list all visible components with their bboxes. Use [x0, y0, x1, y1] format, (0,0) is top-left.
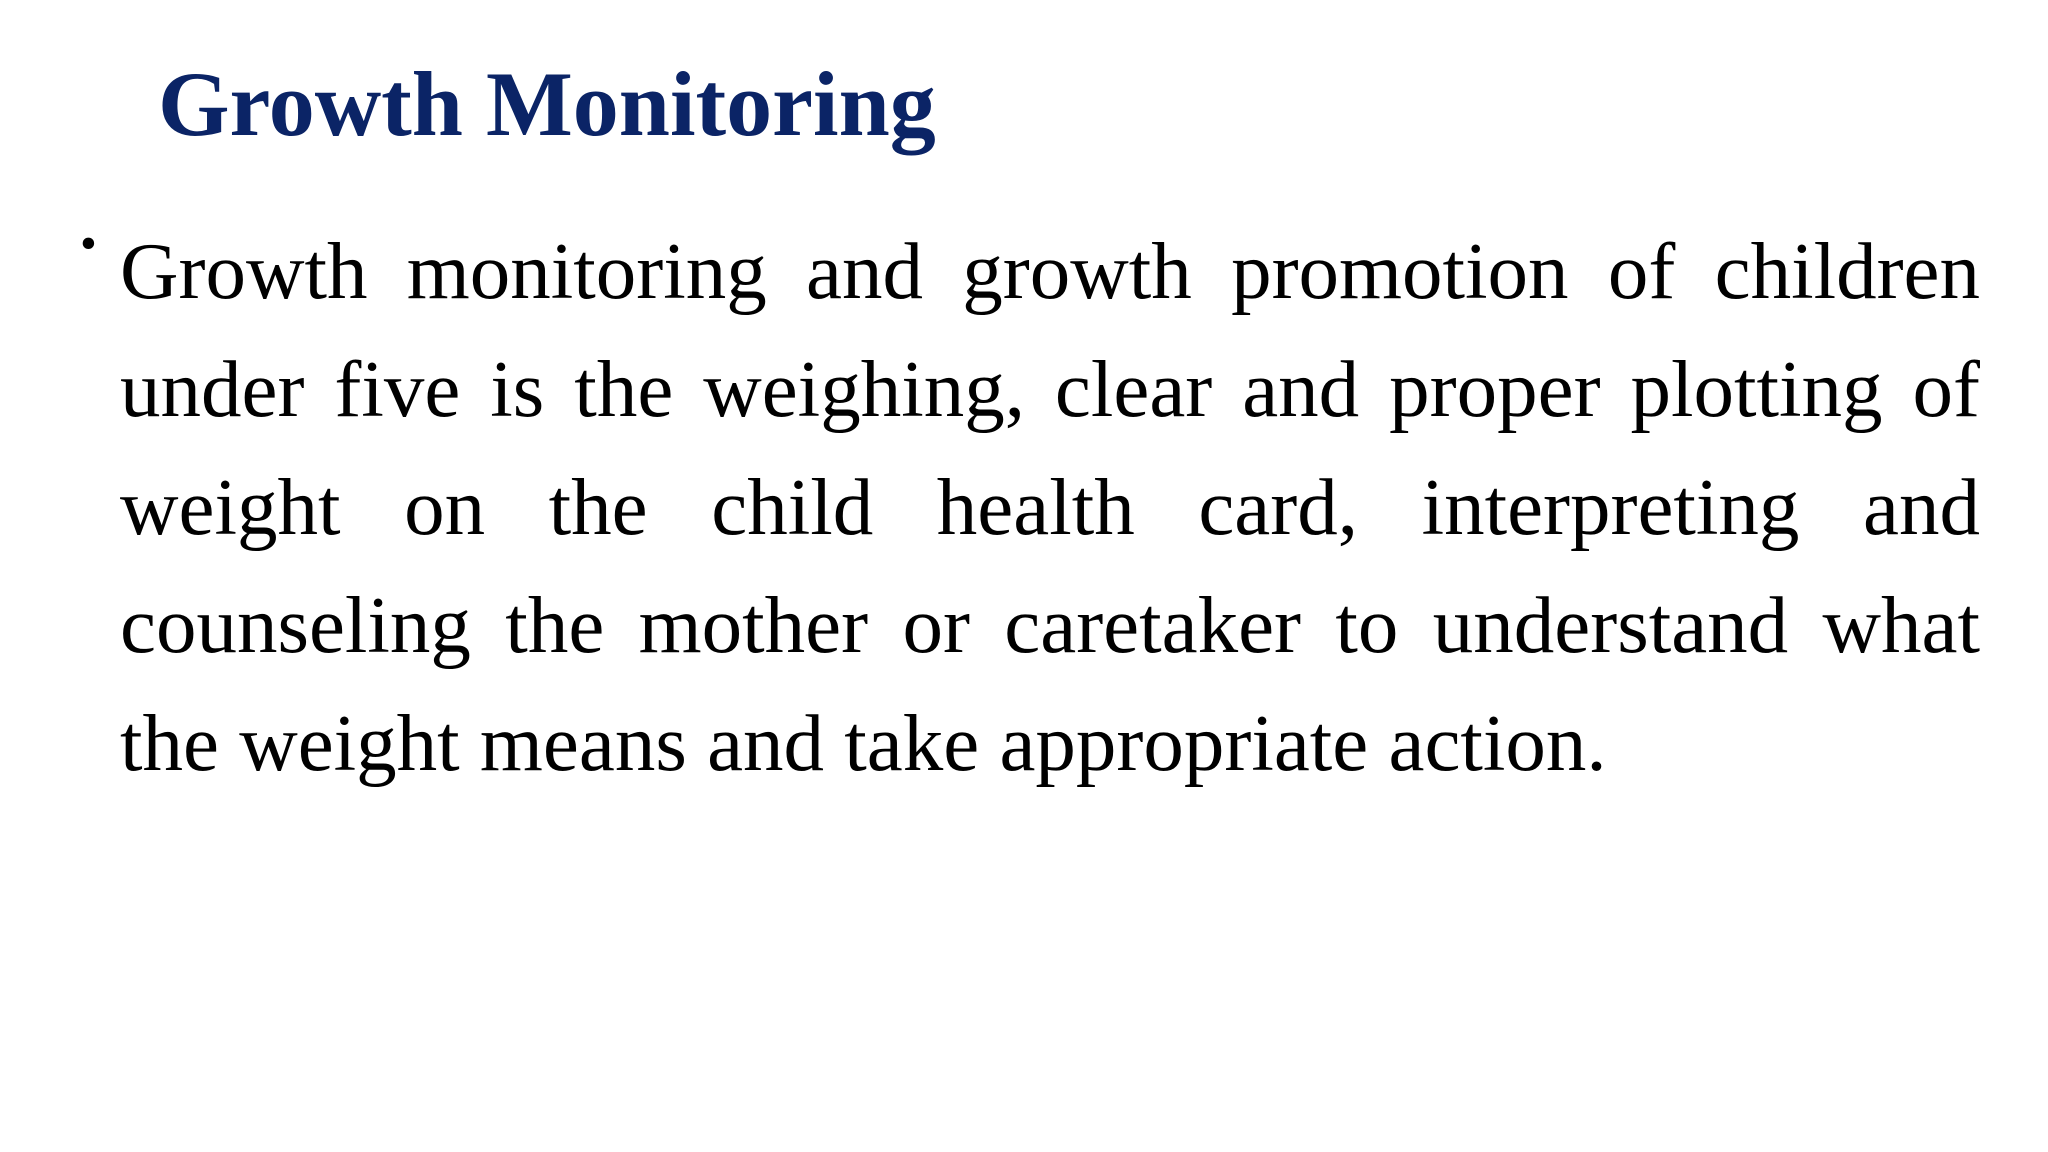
slide-title: Growth Monitoring	[158, 53, 936, 155]
bullet-dot-icon: •	[80, 217, 97, 270]
bullet-item	[80, 212, 1980, 802]
bullet-list	[80, 212, 1980, 802]
bullet-text: Growth monitoring and growth promotion of children under five is the weighing, clear and proper plotting of weight on the child health card, interpreting and counseling the mother or caretaker to understand what the weight means and take appropriate action.	[120, 226, 1980, 788]
